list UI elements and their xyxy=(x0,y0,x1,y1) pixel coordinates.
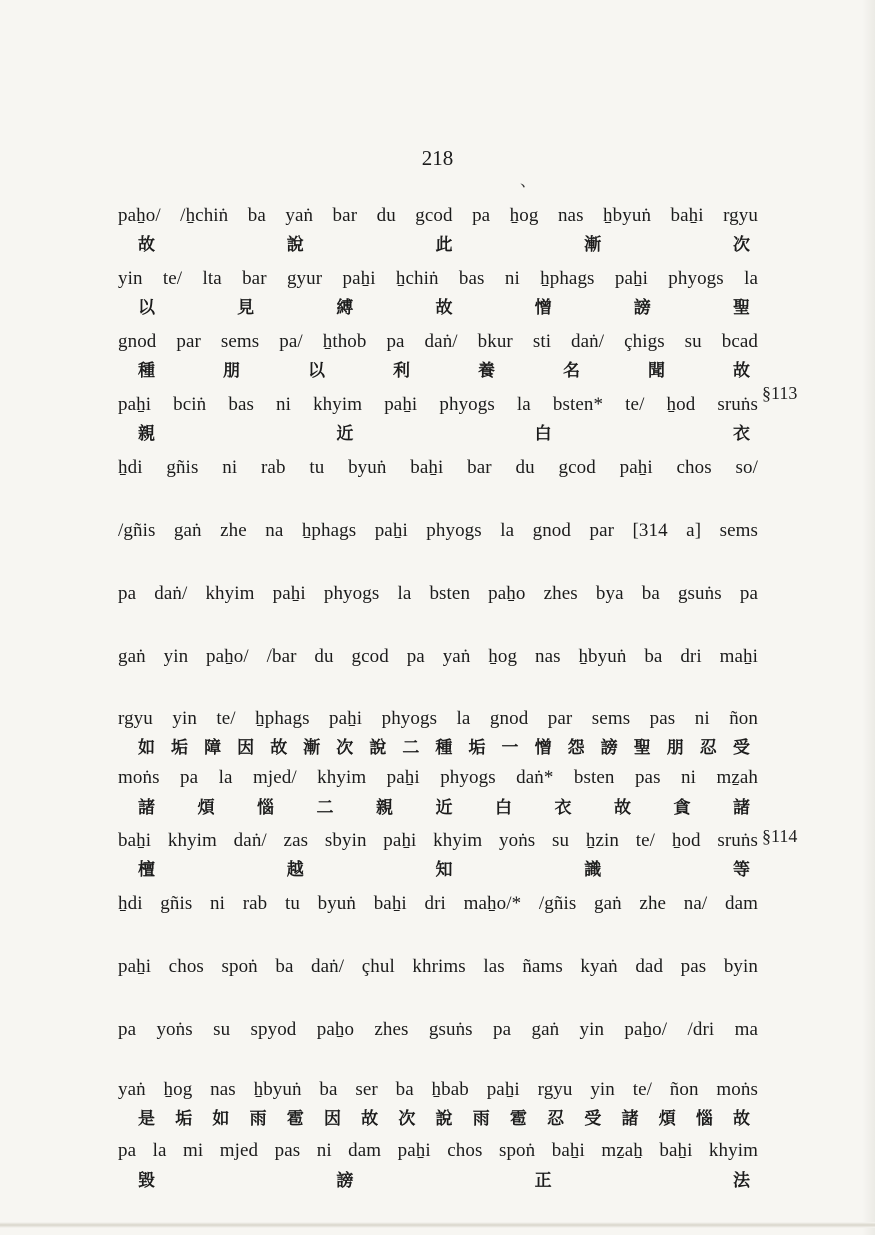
gloss-char: 故 xyxy=(138,235,155,255)
gloss-char: 故 xyxy=(733,1109,750,1129)
gloss-char: 聖 xyxy=(732,298,750,318)
gloss-char: 垢 xyxy=(468,738,486,758)
gloss-char: 忍 xyxy=(699,738,717,758)
gloss-char: 朋 xyxy=(223,361,240,381)
gloss-char: 憎 xyxy=(534,298,552,318)
gloss-char: 忍 xyxy=(547,1109,565,1129)
gloss-line-1 xyxy=(138,234,750,256)
gloss-char: 是 xyxy=(138,1109,155,1129)
gloss-line-2 xyxy=(138,297,750,319)
text-line-16: pa la mi mjed pas ni dam paẖi chos spoṅ baẖi mẕaẖ baẖi khyim xyxy=(118,1140,758,1161)
section-marker-114: §114 xyxy=(762,826,798,846)
text-line-8: gaṅ yin paẖo/ /bar du gcod pa yaṅ ẖog nas ẖbyuṅ ba dri maẖi xyxy=(118,646,758,667)
gloss-char: 以 xyxy=(308,361,325,381)
gloss-char: 雹 xyxy=(509,1109,527,1129)
gloss-char: 惱 xyxy=(257,798,274,818)
gloss-line-9 xyxy=(138,1170,750,1192)
gloss-char: 近 xyxy=(336,424,354,444)
gloss-char: 衣 xyxy=(554,798,572,818)
gloss-char: 毀 xyxy=(138,1171,155,1191)
gloss-char: 受 xyxy=(732,738,750,758)
page-number: 218 xyxy=(421,146,454,170)
gloss-char: 煩 xyxy=(197,798,215,818)
gloss-line-6 xyxy=(138,797,750,819)
gloss-char: 二 xyxy=(316,798,334,818)
gloss-char: 說 xyxy=(435,1109,453,1129)
gloss-char: 如 xyxy=(212,1109,230,1129)
gloss-line-3 xyxy=(138,360,750,382)
gloss-char: 知 xyxy=(435,860,453,880)
page-edge-shadow xyxy=(862,0,875,1235)
gloss-line-5 xyxy=(138,737,750,759)
gloss-char: 次 xyxy=(398,1109,416,1129)
text-line-1: paẖo/ /ẖchiṅ ba yaṅ bar du gcod pa ẖog nas ẖbyuṅ baẖi rgyu xyxy=(118,205,758,226)
gloss-char: 受 xyxy=(584,1109,602,1129)
gloss-char: 縛 xyxy=(336,298,354,318)
gloss-char: 故 xyxy=(361,1109,379,1129)
gloss-char: 親 xyxy=(376,798,393,818)
gloss-char: 養 xyxy=(478,361,495,381)
gloss-char: 白 xyxy=(534,424,552,444)
section-marker-113: §113 xyxy=(762,383,798,403)
scan-bottom-edge xyxy=(0,1222,875,1228)
gloss-char: 怨 xyxy=(567,738,585,758)
text-line-13: paẖi chos spoṅ ba daṅ/ çhul khrims las ñams kyaṅ dad pas byin xyxy=(118,956,758,977)
gloss-char: 雨 xyxy=(472,1109,490,1129)
gloss-char: 因 xyxy=(237,738,255,758)
gloss-char: 聞 xyxy=(648,361,665,381)
gloss-char: 朋 xyxy=(666,738,684,758)
gloss-char: 漸 xyxy=(584,235,602,255)
gloss-char: 漸 xyxy=(303,738,321,758)
gloss-char: 說 xyxy=(286,235,304,255)
gloss-char: 故 xyxy=(435,298,453,318)
gloss-char: 越 xyxy=(286,860,304,880)
gloss-line-7 xyxy=(138,859,750,881)
gloss-char: 因 xyxy=(323,1109,341,1129)
text-line-3: gnod par sems pa/ ẖthob pa daṅ/ bkur sti daṅ/ çhigs su bcad xyxy=(118,331,758,352)
gloss-char: 名 xyxy=(563,361,580,381)
gloss-char: 見 xyxy=(237,298,255,318)
gloss-char: 諸 xyxy=(621,1109,639,1129)
tick-mark: 、 xyxy=(520,173,537,190)
gloss-char: 說 xyxy=(369,738,387,758)
text-line-12: ẖdi gñis ni rab tu byuṅ baẖi dri maẖo/* /gñis gaṅ zhe na/ dam xyxy=(118,893,758,914)
gloss-char: 以 xyxy=(138,298,155,318)
gloss-char: 故 xyxy=(614,798,631,818)
text-line-14: pa yoṅs su spyod paẖo zhes gsuṅs pa gaṅ yin paẖo/ /dri ma xyxy=(118,1019,758,1040)
gloss-line-4 xyxy=(138,423,750,445)
gloss-char: 垢 xyxy=(171,738,189,758)
gloss-char: 種 xyxy=(435,738,453,758)
text-line-15: yaṅ ẖog nas ẖbyuṅ ba ser ba ẖbab paẖi rgyu yin te/ ñon moṅs xyxy=(118,1079,758,1100)
text-line-6: /gñis gaṅ zhe na ẖphags paẖi phyogs la gnod par [314 a] sems xyxy=(118,520,758,541)
gloss-char: 此 xyxy=(435,235,453,255)
gloss-char: 故 xyxy=(270,738,288,758)
gloss-char: 二 xyxy=(402,738,420,758)
gloss-char: 利 xyxy=(393,361,410,381)
gloss-char: 諸 xyxy=(138,798,155,818)
text-line-10: moṅs pa la mjed/ khyim paẖi phyogs daṅ* bsten pas ni mẕah xyxy=(118,767,758,788)
gloss-char: 如 xyxy=(138,738,155,758)
gloss-char: 等 xyxy=(733,860,750,880)
gloss-char: 白 xyxy=(495,798,512,818)
text-line-5: ẖdi gñis ni rab tu byuṅ baẖi bar du gcod paẖi chos so/ xyxy=(118,457,758,478)
text-line-7: pa daṅ/ khyim paẖi phyogs la bsten paẖo zhes bya ba gsuṅs pa xyxy=(118,583,758,604)
gloss-char: 雨 xyxy=(249,1109,267,1129)
text-line-4: paẖi bciṅ bas ni khyim paẖi phyogs la bsten* te/ ẖod sruṅs xyxy=(118,394,758,415)
gloss-char: 法 xyxy=(732,1171,750,1191)
gloss-char: 惱 xyxy=(695,1109,713,1129)
gloss-char: 聖 xyxy=(633,738,651,758)
gloss-char: 謗 xyxy=(600,738,618,758)
gloss-char: 次 xyxy=(733,235,750,255)
gloss-char: 一 xyxy=(501,738,519,758)
gloss-char: 雹 xyxy=(286,1109,304,1129)
gloss-char: 檀 xyxy=(138,860,155,880)
gloss-char: 謗 xyxy=(336,1171,354,1191)
gloss-char: 故 xyxy=(733,361,750,381)
gloss-char: 煩 xyxy=(658,1109,676,1129)
gloss-char: 憎 xyxy=(534,738,552,758)
gloss-char: 近 xyxy=(435,798,453,818)
gloss-char: 親 xyxy=(138,424,155,444)
text-line-9: rgyu yin te/ ẖphags paẖi phyogs la gnod par sems pas ni ñon xyxy=(118,708,758,729)
gloss-char: 種 xyxy=(138,361,155,381)
gloss-char: 垢 xyxy=(175,1109,193,1129)
gloss-char: 識 xyxy=(584,860,602,880)
gloss-char: 謗 xyxy=(633,298,651,318)
gloss-char: 障 xyxy=(204,738,222,758)
gloss-char: 貪 xyxy=(673,798,691,818)
gloss-char: 諸 xyxy=(733,798,750,818)
gloss-line-8 xyxy=(138,1108,750,1130)
gloss-char: 次 xyxy=(336,738,354,758)
text-line-2: yin te/ lta bar gyur paẖi ẖchiṅ bas ni ẖphags paẖi phyogs la xyxy=(118,268,758,289)
text-line-11: baẖi khyim daṅ/ zas sbyin paẖi khyim yoṅs su ẖzin te/ ẖod sruṅs xyxy=(118,830,758,851)
gloss-char: 正 xyxy=(534,1171,552,1191)
gloss-char: 衣 xyxy=(732,424,750,444)
